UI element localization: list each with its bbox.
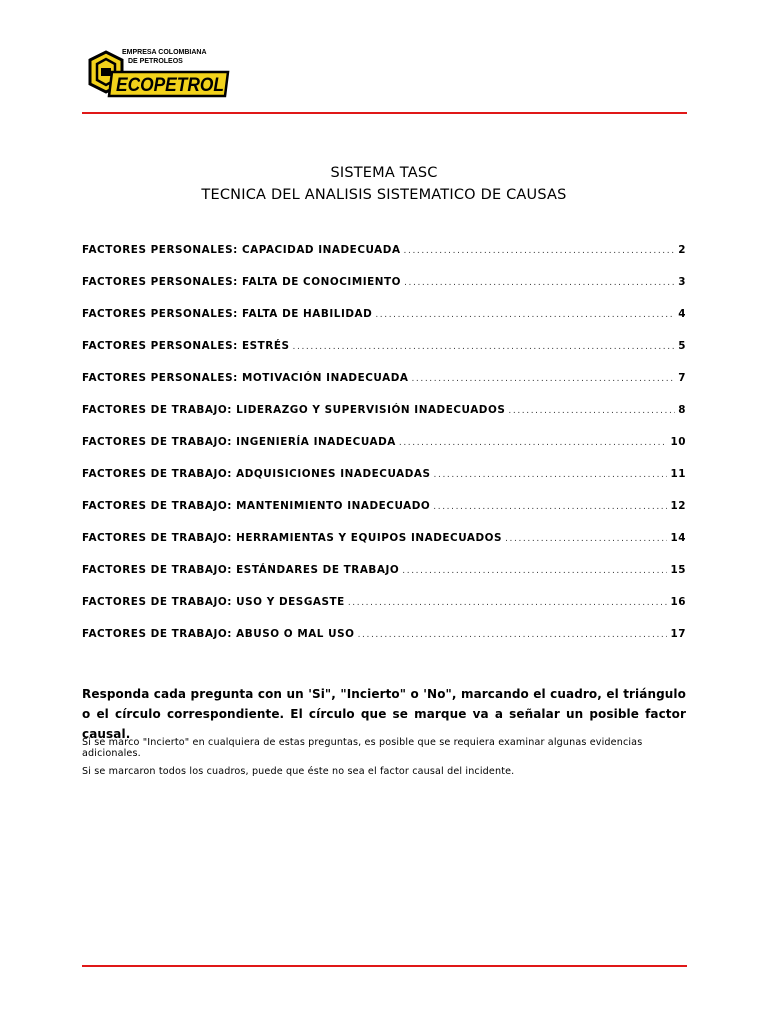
footer-rule — [82, 965, 687, 967]
toc-entry-page: 15 — [670, 564, 686, 576]
toc-entry[interactable] — [82, 372, 686, 404]
toc-leader — [358, 630, 668, 640]
toc-entry-title: FACTORES DE TRABAJO: LIDERAZGO Y SUPERVISIÓN INADECUADOS — [82, 404, 506, 416]
toc-entry-title: FACTORES DE TRABAJO: HERRAMIENTAS Y EQUIPOS INADECUADOS — [82, 532, 503, 544]
logo-brand: ECOPETROL — [116, 75, 224, 96]
toc-entry[interactable] — [82, 532, 686, 564]
toc-entry[interactable] — [82, 596, 686, 628]
toc-entry-page: 10 — [670, 436, 686, 448]
toc-leader — [399, 438, 668, 448]
toc-entry[interactable] — [82, 276, 686, 308]
ecopetrol-logo — [82, 46, 232, 102]
toc-entry-title: FACTORES DE TRABAJO: USO Y DESGASTE — [82, 596, 345, 608]
toc-entry-title: FACTORES PERSONALES: FALTA DE HABILIDAD — [82, 308, 373, 320]
toc-entry[interactable] — [82, 500, 686, 532]
toc-leader — [404, 278, 675, 288]
toc-entry-page: 4 — [678, 308, 686, 320]
toc-entry-page: 8 — [678, 404, 686, 416]
toc-leader — [411, 374, 675, 384]
toc-entry[interactable] — [82, 404, 686, 436]
toc-leader — [508, 406, 675, 416]
header-rule — [82, 112, 687, 114]
logo-line2: DE PETROLEOS — [128, 58, 183, 65]
table-of-contents — [82, 244, 686, 660]
document-title: SISTEMA TASC — [330, 165, 438, 181]
toc-leader — [293, 342, 676, 352]
toc-entry[interactable] — [82, 468, 686, 500]
toc-entry-title: FACTORES DE TRABAJO: INGENIERÍA INADECUADA — [82, 436, 396, 448]
toc-leader — [434, 470, 668, 480]
toc-entry-page: 14 — [670, 532, 686, 544]
toc-leader — [433, 502, 667, 512]
toc-entry-title: FACTORES PERSONALES: MOTIVACIÓN INADECUADA — [82, 372, 409, 384]
toc-entry-page: 12 — [670, 500, 686, 512]
logo-graphic — [82, 46, 232, 102]
toc-leader — [404, 246, 676, 256]
document-subtitle: TECNICA DEL ANALISIS SISTEMATICO DE CAUSAS — [201, 187, 567, 203]
toc-leader — [375, 310, 675, 320]
toc-entry-title: FACTORES PERSONALES: CAPACIDAD INADECUADA — [82, 244, 401, 256]
toc-entry[interactable] — [82, 308, 686, 340]
toc-entry-title: FACTORES DE TRABAJO: ADQUISICIONES INADECUADAS — [82, 468, 431, 480]
note-cuadros: Si se marcaron todos los cuadros, puede que éste no sea el factor causal del incidente. — [82, 766, 515, 777]
toc-entry-page: 17 — [670, 628, 686, 640]
toc-leader — [505, 534, 667, 544]
toc-entry-page: 5 — [678, 340, 686, 352]
toc-entry[interactable] — [82, 244, 686, 276]
toc-entry-title: FACTORES DE TRABAJO: ABUSO O MAL USO — [82, 628, 355, 640]
toc-entry-page: 7 — [678, 372, 686, 384]
toc-entry[interactable] — [82, 340, 686, 372]
toc-entry-title: FACTORES DE TRABAJO: MANTENIMIENTO INADECUADO — [82, 500, 431, 512]
instructions-paragraph: Responda cada pregunta con un 'Si", "Incierto" o 'No", marcando el cuadro, el triángulo o el círculo correspondiente. El círculo que se marque va a señalar un posible factor causal. — [82, 687, 686, 741]
note-incierto: Si se marco "Incierto" en cualquiera de estas preguntas, es posible que se requiera examinar algunas evidencias adicionales. — [82, 737, 643, 759]
toc-entry[interactable] — [82, 628, 686, 660]
toc-leader — [348, 598, 668, 608]
toc-entry-page: 11 — [670, 468, 686, 480]
toc-leader — [402, 566, 667, 576]
toc-entry[interactable] — [82, 564, 686, 596]
toc-entry-title: FACTORES DE TRABAJO: ESTÁNDARES DE TRABAJO — [82, 564, 400, 576]
toc-entry-page: 3 — [678, 276, 686, 288]
toc-entry-page: 2 — [678, 244, 686, 256]
logo-line1: EMPRESA COLOMBIANA — [122, 49, 207, 56]
toc-entry[interactable] — [82, 436, 686, 468]
toc-entry-title: FACTORES PERSONALES: FALTA DE CONOCIMIENTO — [82, 276, 402, 288]
toc-entry-page: 16 — [670, 596, 686, 608]
toc-entry-title: FACTORES PERSONALES: ESTRÉS — [82, 340, 290, 352]
